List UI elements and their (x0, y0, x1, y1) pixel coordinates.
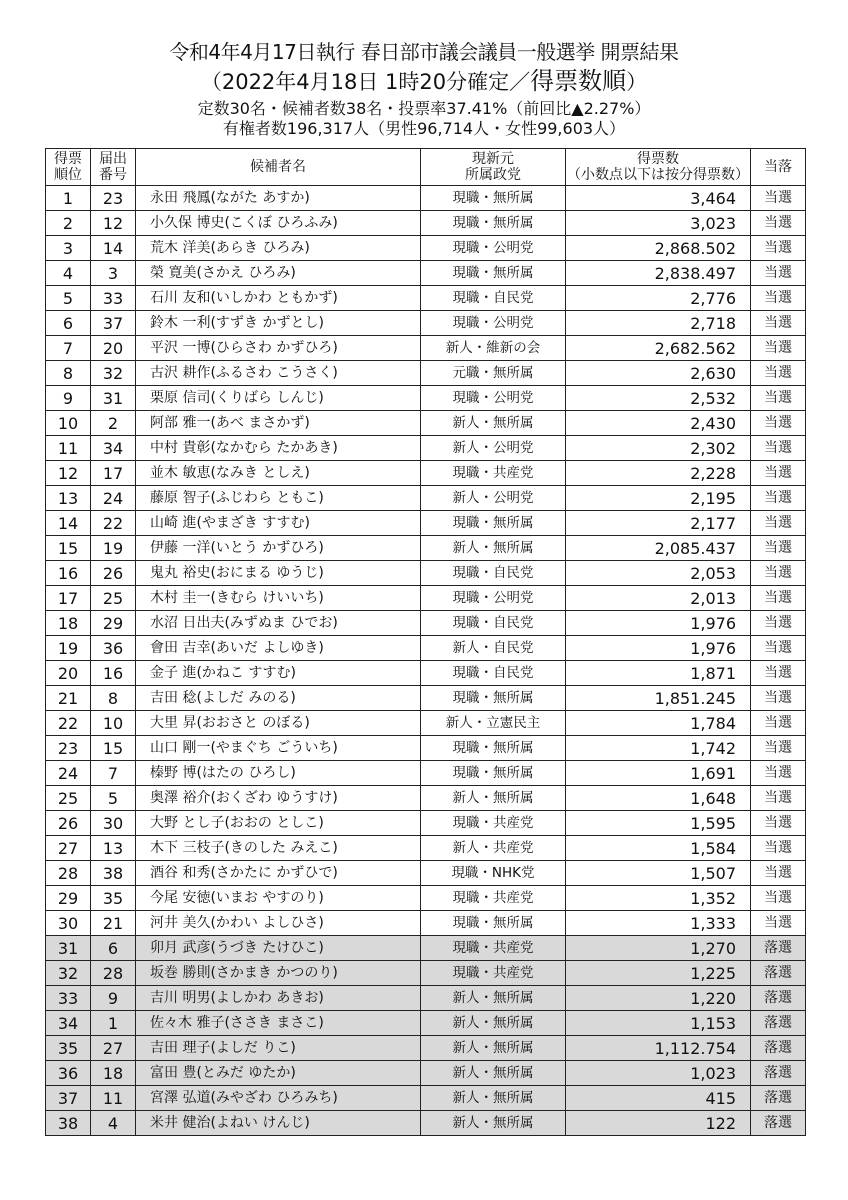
cell-votes: 3,023 (566, 211, 751, 236)
table-row (46, 336, 806, 361)
cell-votes: 3,464 (566, 186, 751, 211)
cell-result: 当選 (751, 361, 806, 386)
cell-result: 当選 (751, 761, 806, 786)
table-row (46, 261, 806, 286)
table-row (46, 386, 806, 411)
cell-candidate-name: 荒木 洋美(あらき ひろみ) (136, 236, 421, 261)
cell-rank: 19 (46, 636, 91, 661)
cell-candidate-name: 木下 三枝子(きのした みえこ) (136, 836, 421, 861)
cell-number: 28 (91, 961, 136, 986)
cell-number: 22 (91, 511, 136, 536)
cell-result: 当選 (751, 686, 806, 711)
cell-candidate-name: 木村 圭一(きむら けいいち) (136, 586, 421, 611)
table-row (46, 1061, 806, 1086)
cell-result: 当選 (751, 561, 806, 586)
cell-votes: 1,976 (566, 636, 751, 661)
cell-votes: 1,691 (566, 761, 751, 786)
table-header-row (46, 149, 806, 186)
table-row (46, 961, 806, 986)
table-row (46, 411, 806, 436)
cell-number: 17 (91, 461, 136, 486)
cell-party: 現職・自民党 (421, 661, 566, 686)
cell-number: 26 (91, 561, 136, 586)
cell-party: 新人・無所属 (421, 1061, 566, 1086)
cell-party: 新人・無所属 (421, 986, 566, 1011)
table-row (46, 711, 806, 736)
cell-result: 当選 (751, 386, 806, 411)
table-row (46, 811, 806, 836)
cell-candidate-name: 栗原 信司(くりばら しんじ) (136, 386, 421, 411)
cell-result: 当選 (751, 236, 806, 261)
cell-number: 5 (91, 786, 136, 811)
cell-candidate-name: 中村 貴彰(なかむら たかあき) (136, 436, 421, 461)
cell-rank: 15 (46, 536, 91, 561)
header-name: 候補者名 (136, 149, 421, 186)
cell-rank: 16 (46, 561, 91, 586)
cell-party: 新人・無所属 (421, 786, 566, 811)
cell-result: 落選 (751, 936, 806, 961)
cell-rank: 6 (46, 311, 91, 336)
cell-result: 当選 (751, 286, 806, 311)
cell-rank: 32 (46, 961, 91, 986)
cell-votes: 2,838.497 (566, 261, 751, 286)
cell-result: 当選 (751, 586, 806, 611)
cell-rank: 24 (46, 761, 91, 786)
table-row (46, 786, 806, 811)
cell-candidate-name: 鈴木 一利(すずき かずとし) (136, 311, 421, 336)
table-row (46, 1011, 806, 1036)
cell-party: 現職・共産党 (421, 461, 566, 486)
cell-result: 当選 (751, 736, 806, 761)
cell-number: 25 (91, 586, 136, 611)
election-summary-line1: 定数30名・候補者数38名・投票率37.41%（前回比▲2.27%） (197, 99, 651, 118)
cell-rank: 34 (46, 1011, 91, 1036)
cell-rank: 7 (46, 336, 91, 361)
cell-party: 現職・無所属 (421, 186, 566, 211)
table-row (46, 911, 806, 936)
cell-votes: 1,153 (566, 1011, 751, 1036)
table-row (46, 661, 806, 686)
cell-party: 現職・自民党 (421, 286, 566, 311)
cell-party: 現職・自民党 (421, 561, 566, 586)
subtitle-emphasis: 得票数順 (530, 67, 627, 95)
cell-votes: 2,177 (566, 511, 751, 536)
cell-candidate-name: 河井 美久(かわい よしひさ) (136, 911, 421, 936)
cell-result: 当選 (751, 886, 806, 911)
cell-number: 10 (91, 711, 136, 736)
table-row (46, 361, 806, 386)
cell-number: 13 (91, 836, 136, 861)
cell-candidate-name: 奥澤 裕介(おくざわ ゆうすけ) (136, 786, 421, 811)
cell-party: 新人・公明党 (421, 436, 566, 461)
cell-votes: 1,584 (566, 836, 751, 861)
table-row (46, 561, 806, 586)
cell-votes: 1,648 (566, 786, 751, 811)
cell-candidate-name: 大野 とし子(おおの としこ) (136, 811, 421, 836)
header-number: 届出 番号 (91, 149, 136, 186)
cell-candidate-name: 會田 吉幸(あいだ よしゆき) (136, 636, 421, 661)
cell-party: 新人・無所属 (421, 1111, 566, 1136)
cell-party: 新人・維新の会 (421, 336, 566, 361)
cell-result: 落選 (751, 1011, 806, 1036)
cell-rank: 29 (46, 886, 91, 911)
cell-rank: 14 (46, 511, 91, 536)
cell-number: 2 (91, 411, 136, 436)
table-row (46, 686, 806, 711)
cell-candidate-name: 石川 友和(いしかわ ともかず) (136, 286, 421, 311)
cell-votes: 2,630 (566, 361, 751, 386)
cell-party: 現職・NHK党 (421, 861, 566, 886)
cell-result: 当選 (751, 436, 806, 461)
cell-rank: 18 (46, 611, 91, 636)
cell-rank: 38 (46, 1111, 91, 1136)
table-row (46, 186, 806, 211)
cell-result: 当選 (751, 861, 806, 886)
table-row (46, 861, 806, 886)
cell-party: 現職・無所属 (421, 211, 566, 236)
cell-votes: 1,112.754 (566, 1036, 751, 1061)
cell-candidate-name: 伊藤 一洋(いとう かずひろ) (136, 536, 421, 561)
cell-candidate-name: 宮澤 弘道(みやざわ ひろみち) (136, 1086, 421, 1111)
cell-number: 23 (91, 186, 136, 211)
cell-votes: 1,225 (566, 961, 751, 986)
table-row (46, 986, 806, 1011)
cell-party: 現職・共産党 (421, 811, 566, 836)
cell-party: 現職・公明党 (421, 236, 566, 261)
cell-candidate-name: 並木 敏恵(なみき としえ) (136, 461, 421, 486)
cell-result: 当選 (751, 411, 806, 436)
cell-result: 落選 (751, 961, 806, 986)
table-row (46, 636, 806, 661)
cell-votes: 2,228 (566, 461, 751, 486)
cell-votes: 1,220 (566, 986, 751, 1011)
document-header (0, 38, 848, 139)
table-row (46, 311, 806, 336)
cell-rank: 36 (46, 1061, 91, 1086)
cell-party: 現職・自民党 (421, 611, 566, 636)
table-row (46, 736, 806, 761)
cell-number: 32 (91, 361, 136, 386)
cell-result: 落選 (751, 1086, 806, 1111)
cell-candidate-name: 吉川 明男(よしかわ あきお) (136, 986, 421, 1011)
table-row (46, 436, 806, 461)
cell-number: 20 (91, 336, 136, 361)
cell-votes: 1,023 (566, 1061, 751, 1086)
table-row (46, 511, 806, 536)
cell-votes: 1,784 (566, 711, 751, 736)
cell-rank: 30 (46, 911, 91, 936)
cell-candidate-name: 酒谷 和秀(さかたに かずひで) (136, 861, 421, 886)
cell-number: 6 (91, 936, 136, 961)
results-table-body (46, 186, 806, 1136)
cell-candidate-name: 阿部 雅一(あべ まさかず) (136, 411, 421, 436)
cell-number: 12 (91, 211, 136, 236)
cell-party: 現職・共産党 (421, 961, 566, 986)
cell-result: 当選 (751, 636, 806, 661)
cell-number: 27 (91, 1036, 136, 1061)
cell-party: 新人・無所属 (421, 411, 566, 436)
subtitle-prefix: （2022年4月18日 1時20分確定／ (200, 70, 531, 94)
cell-party: 新人・公明党 (421, 486, 566, 511)
cell-number: 38 (91, 861, 136, 886)
cell-candidate-name: 卯月 武彦(うづき たけひこ) (136, 936, 421, 961)
cell-votes: 2,868.502 (566, 236, 751, 261)
cell-rank: 3 (46, 236, 91, 261)
cell-result: 当選 (751, 211, 806, 236)
cell-candidate-name: 米井 健治(よねい けんじ) (136, 1111, 421, 1136)
cell-party: 現職・公明党 (421, 386, 566, 411)
header-result: 当落 (751, 149, 806, 186)
cell-votes: 122 (566, 1111, 751, 1136)
cell-number: 33 (91, 286, 136, 311)
table-row (46, 536, 806, 561)
table-row (46, 936, 806, 961)
cell-votes: 2,682.562 (566, 336, 751, 361)
cell-candidate-name: 榮 寛美(さかえ ひろみ) (136, 261, 421, 286)
cell-result: 当選 (751, 811, 806, 836)
subtitle-suffix: ） (626, 70, 648, 94)
cell-rank: 20 (46, 661, 91, 686)
cell-party: 新人・無所属 (421, 1011, 566, 1036)
cell-rank: 11 (46, 436, 91, 461)
cell-votes: 1,507 (566, 861, 751, 886)
cell-rank: 33 (46, 986, 91, 1011)
cell-rank: 4 (46, 261, 91, 286)
cell-candidate-name: 富田 豊(とみだ ゆたか) (136, 1061, 421, 1086)
header-votes: 得票数 （小数点以下は按分得票数） (566, 149, 751, 186)
table-row (46, 461, 806, 486)
table-row (46, 1086, 806, 1111)
cell-votes: 2,053 (566, 561, 751, 586)
table-row (46, 236, 806, 261)
table-row (46, 1036, 806, 1061)
table-row (46, 611, 806, 636)
cell-result: 当選 (751, 461, 806, 486)
cell-number: 36 (91, 636, 136, 661)
cell-party: 新人・共産党 (421, 836, 566, 861)
cell-party: 新人・自民党 (421, 636, 566, 661)
cell-rank: 26 (46, 811, 91, 836)
cell-candidate-name: 金子 進(かねこ すすむ) (136, 661, 421, 686)
results-table (45, 148, 806, 1136)
cell-rank: 12 (46, 461, 91, 486)
cell-result: 落選 (751, 1036, 806, 1061)
cell-rank: 1 (46, 186, 91, 211)
cell-candidate-name: 坂巻 勝則(さかまき かつのり) (136, 961, 421, 986)
cell-rank: 9 (46, 386, 91, 411)
cell-result: 落選 (751, 1111, 806, 1136)
cell-votes: 1,352 (566, 886, 751, 911)
cell-votes: 2,085.437 (566, 536, 751, 561)
cell-rank: 17 (46, 586, 91, 611)
cell-number: 11 (91, 1086, 136, 1111)
cell-votes: 1,742 (566, 736, 751, 761)
cell-party: 現職・公明党 (421, 311, 566, 336)
cell-rank: 13 (46, 486, 91, 511)
cell-result: 当選 (751, 661, 806, 686)
cell-party: 現職・共産党 (421, 886, 566, 911)
cell-rank: 10 (46, 411, 91, 436)
cell-votes: 415 (566, 1086, 751, 1111)
cell-result: 当選 (751, 836, 806, 861)
cell-candidate-name: 大里 昇(おおさと のぼる) (136, 711, 421, 736)
cell-votes: 2,718 (566, 311, 751, 336)
cell-result: 落選 (751, 986, 806, 1011)
cell-party: 元職・無所属 (421, 361, 566, 386)
cell-number: 16 (91, 661, 136, 686)
cell-candidate-name: 永田 飛鳳(ながた あすか) (136, 186, 421, 211)
cell-candidate-name: 水沼 日出夫(みずぬま ひでお) (136, 611, 421, 636)
cell-party: 新人・立憲民主 (421, 711, 566, 736)
cell-votes: 1,851.245 (566, 686, 751, 711)
cell-number: 29 (91, 611, 136, 636)
cell-rank: 28 (46, 861, 91, 886)
cell-candidate-name: 小久保 博史(こくぼ ひろふみ) (136, 211, 421, 236)
cell-number: 21 (91, 911, 136, 936)
cell-rank: 2 (46, 211, 91, 236)
cell-result: 当選 (751, 536, 806, 561)
cell-candidate-name: 山口 剛一(やまぐち ごういち) (136, 736, 421, 761)
cell-party: 現職・無所属 (421, 686, 566, 711)
cell-candidate-name: 古沢 耕作(ふるさわ こうさく) (136, 361, 421, 386)
cell-party: 新人・無所属 (421, 1086, 566, 1111)
cell-result: 当選 (751, 311, 806, 336)
cell-candidate-name: 吉田 稔(よしだ みのる) (136, 686, 421, 711)
cell-party: 現職・無所属 (421, 761, 566, 786)
table-row (46, 211, 806, 236)
cell-rank: 31 (46, 936, 91, 961)
cell-candidate-name: 榛野 博(はたの ひろし) (136, 761, 421, 786)
page-title: 令和4年4月17日執行 春日部市議会議員一般選挙 開票結果 (169, 40, 679, 64)
cell-rank: 23 (46, 736, 91, 761)
cell-votes: 2,532 (566, 386, 751, 411)
cell-votes: 1,270 (566, 936, 751, 961)
page-subtitle (0, 66, 848, 97)
cell-votes: 2,302 (566, 436, 751, 461)
cell-result: 当選 (751, 511, 806, 536)
cell-party: 新人・無所属 (421, 536, 566, 561)
cell-party: 現職・無所属 (421, 261, 566, 286)
cell-result: 当選 (751, 486, 806, 511)
cell-result: 当選 (751, 186, 806, 211)
cell-candidate-name: 山崎 進(やまざき すすむ) (136, 511, 421, 536)
cell-rank: 5 (46, 286, 91, 311)
cell-number: 37 (91, 311, 136, 336)
cell-rank: 37 (46, 1086, 91, 1111)
cell-number: 18 (91, 1061, 136, 1086)
cell-number: 15 (91, 736, 136, 761)
table-row (46, 586, 806, 611)
table-row (46, 836, 806, 861)
cell-number: 30 (91, 811, 136, 836)
cell-result: 落選 (751, 1061, 806, 1086)
cell-votes: 1,595 (566, 811, 751, 836)
cell-result: 当選 (751, 911, 806, 936)
table-row (46, 761, 806, 786)
cell-party: 現職・無所属 (421, 911, 566, 936)
cell-votes: 1,333 (566, 911, 751, 936)
cell-party: 現職・無所属 (421, 736, 566, 761)
cell-candidate-name: 佐々木 雅子(ささき まさこ) (136, 1011, 421, 1036)
cell-result: 当選 (751, 611, 806, 636)
cell-party: 現職・無所属 (421, 511, 566, 536)
cell-rank: 35 (46, 1036, 91, 1061)
cell-candidate-name: 鬼丸 裕史(おにまる ゆうじ) (136, 561, 421, 586)
cell-number: 1 (91, 1011, 136, 1036)
cell-candidate-name: 平沢 一博(ひらさわ かずひろ) (136, 336, 421, 361)
election-summary-line2: 有権者数196,317人（男性96,714人・女性99,603人） (222, 119, 626, 138)
cell-candidate-name: 今尾 安徳(いまお やすのり) (136, 886, 421, 911)
table-row (46, 486, 806, 511)
table-row (46, 286, 806, 311)
table-row (46, 886, 806, 911)
cell-number: 35 (91, 886, 136, 911)
cell-rank: 25 (46, 786, 91, 811)
cell-rank: 21 (46, 686, 91, 711)
cell-result: 当選 (751, 786, 806, 811)
cell-votes: 2,430 (566, 411, 751, 436)
cell-rank: 8 (46, 361, 91, 386)
cell-votes: 1,976 (566, 611, 751, 636)
cell-party: 現職・共産党 (421, 936, 566, 961)
cell-number: 9 (91, 986, 136, 1011)
cell-candidate-name: 吉田 理子(よしだ りこ) (136, 1036, 421, 1061)
cell-votes: 1,871 (566, 661, 751, 686)
cell-result: 当選 (751, 261, 806, 286)
cell-rank: 27 (46, 836, 91, 861)
header-party: 現新元 所属政党 (421, 149, 566, 186)
cell-candidate-name: 藤原 智子(ふじわら ともこ) (136, 486, 421, 511)
cell-rank: 22 (46, 711, 91, 736)
table-row (46, 1111, 806, 1136)
cell-number: 8 (91, 686, 136, 711)
cell-number: 19 (91, 536, 136, 561)
header-rank: 得票 順位 (46, 149, 91, 186)
cell-party: 新人・無所属 (421, 1036, 566, 1061)
cell-votes: 2,195 (566, 486, 751, 511)
cell-votes: 2,013 (566, 586, 751, 611)
cell-number: 7 (91, 761, 136, 786)
cell-votes: 2,776 (566, 286, 751, 311)
cell-number: 3 (91, 261, 136, 286)
cell-number: 34 (91, 436, 136, 461)
cell-result: 当選 (751, 711, 806, 736)
cell-number: 24 (91, 486, 136, 511)
cell-result: 当選 (751, 336, 806, 361)
cell-number: 31 (91, 386, 136, 411)
cell-party: 現職・公明党 (421, 586, 566, 611)
cell-number: 14 (91, 236, 136, 261)
cell-number: 4 (91, 1111, 136, 1136)
